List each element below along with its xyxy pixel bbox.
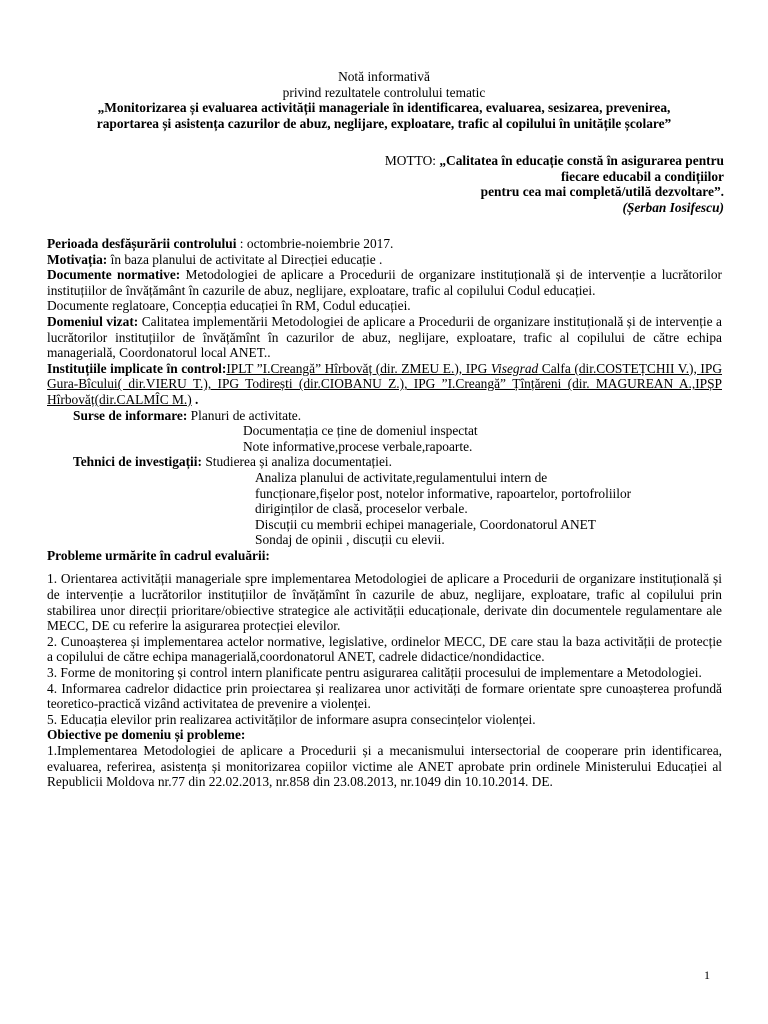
institutii-end: . — [191, 391, 199, 407]
motivatia-value: în baza planului de activitate al Direcției educație . — [107, 251, 383, 267]
documente-label: Documente normative: — [47, 267, 181, 283]
tehnici-label: Tehnici de investigații: — [73, 454, 202, 470]
documente-paragraph — [47, 267, 722, 298]
obiective-heading: Obiective pe domeniu și probleme: — [47, 727, 246, 743]
domeniul-value: Calitatea implementării Metodologiei de aplicare a Procedurii de organizare instituțională și de intervenție a lucrătorilor instituțiilor de învățămînt în cazurilor de abuz, neglijare, exploatare, trafic al copilului de către echipa managerială, Coordonatorul local ANET.. — [47, 313, 722, 361]
perioada-label: Perioada desfășurării controlului — [47, 236, 237, 251]
document-body — [47, 236, 722, 790]
motto-line-3: pentru cea mai completă/utilă dezvoltare”. — [480, 184, 724, 200]
motivatia-label: Motivația: — [47, 251, 108, 267]
tehnici-item-4: Sondaj de opinii , discuții cu elevii. — [255, 532, 445, 548]
probleme-item-1: 1. Orientarea activității manageriale spre implementarea Metodologiei de aplicare a Procedurii de organizare instituțională și de intervenție a lucrătorilor instituțiilor de învățămînt în cazurile de abuz, neglijare, exploatare, trafic al copilului prin stabilirea unor direcții prioritare/obiective strategice ale activității educaționale, derivate din documentele regulamentare ale MECC, DE cu referire la asigurarea protecției elevilor. — [47, 571, 722, 634]
probleme-item-5: 5. Educația elevilor prin realizarea activităților de informare asupra consecințelor violenței. — [47, 711, 536, 727]
surse-item-1: Planuri de activitate. — [187, 407, 302, 423]
obiective-item-1: 1.Implementarea Metodologiei de aplicare a Procedurii și a mecanismului intersectorial de cooperare prin identificarea, evaluarea, referirea, asistența și monitorizarea copiilor victime ale ANET aprobate prin ordinele Ministerului Educației al Republicii Moldova nr.77 din 22.02.2013, nr.858 din 23.08.2013, nr.1049 din 10.10.2014. DE. — [47, 743, 722, 790]
probleme-heading: Probleme urmărite în cadrul evaluării: — [47, 547, 270, 563]
page-number: 1 — [704, 968, 710, 982]
tehnici-item-1: Studierea și analiza documentației. — [201, 454, 392, 470]
motto-line-1: „Calitatea în educație constă în asigurarea pentru — [439, 153, 724, 168]
surse-label: Surse de informare: — [73, 407, 188, 423]
domeniul-label: Domeniul vizat: — [47, 313, 139, 329]
motto-block — [244, 153, 724, 215]
tehnici-item-3: Discuții cu membrii echipei manageriale, Coordonatorul ANET — [255, 516, 596, 532]
probleme-item-2: 2. Cunoașterea și implementarea actelor normative, legislative, ordinelor MECC, DE care stau la baza activității de protecție a copilului de către echipa managerială,coordonatorul ANET, cadrele didactice/nondidactice. — [47, 633, 722, 665]
institutii-label: Instituțiile implicate în control: — [47, 360, 227, 376]
header-title-line-2: raportarea și asistența cazurilor de abuz, neglijare, exploatare, trafic al copilului în unitățile școlare” — [96, 115, 672, 131]
surse-item-2: Documentația ce ține de domeniul inspectat — [243, 423, 478, 439]
probleme-item-4: 4. Informarea cadrelor didactice prin proiectarea și realizarea unor activități de formare orientate spre cunoașterea profundă teoretico-practică vizând activitatea de prevenire a violenței. — [47, 680, 722, 712]
motto-author: (Șerban Iosifescu) — [622, 199, 724, 215]
tehnici-item-2: Analiza planului de activitate,regulamentului intern de funcționare,fișelor post, notelor informative, rapoartelor, portofroliilor diriginților de clasă, proceselor verbale. — [255, 469, 632, 517]
header-line-1: Notă informativă — [338, 69, 430, 84]
motto-line-2: fiecare educabil a condițiilor — [560, 168, 724, 184]
probleme-item-3: 3. Forme de monitoring și control intern planificate pentru asigurarea calității procesului de implementare a Metodologiei. — [47, 665, 702, 681]
documente-value: Metodologiei de aplicare a Procedurii de organizare instituțională și de intervenție a lucrătorilor instituțiilor de învățământ în cazurile de abuz, neglijare, exploatare, trafic al copilului Codul educației. — [47, 267, 722, 298]
motto-prefix: MOTTO: — [384, 153, 440, 168]
header-line-2: privind rezultatele controlului tematic — [282, 84, 486, 100]
perioada-paragraph — [47, 236, 722, 252]
perioada-value: : octombrie-noiembrie 2017. — [236, 236, 394, 251]
institutii-paragraph — [47, 361, 722, 408]
surse-item-3: Note informative,procese verbale,rapoarte. — [243, 438, 473, 454]
institutii-visegrad: Visegrad — [490, 360, 539, 376]
institutii-list-part-1: IPLT ”I.Creangă” Hîrbovăț (dir. ZMEU E.), IPG — [226, 360, 491, 376]
institutii-list-part-2: Calfa (dir.COSTEȚCHII V.), IPG Gura-Bîcului( dir.VIERU T.), IPG Todirești (dir.CIOBANU Z.), IPG ”I.Creangă” Țînțăreni (dir. MAGUREAN A.,IPȘP Hîrbovăț(dir.CALMÎC M.) — [47, 360, 722, 407]
reglatoare-paragraph: Documente reglatoare, Concepția educației în RM, Codul educației. — [47, 298, 411, 314]
surse-block — [47, 408, 722, 455]
tehnici-block — [47, 454, 722, 548]
document-header — [40, 69, 728, 131]
domeniul-paragraph — [47, 314, 722, 361]
motivatia-paragraph — [47, 252, 722, 268]
header-title-line-1: „Monitorizarea și evaluarea activității manageriale în identificarea, evaluarea, sesizarea, prevenirea, — [97, 100, 671, 116]
